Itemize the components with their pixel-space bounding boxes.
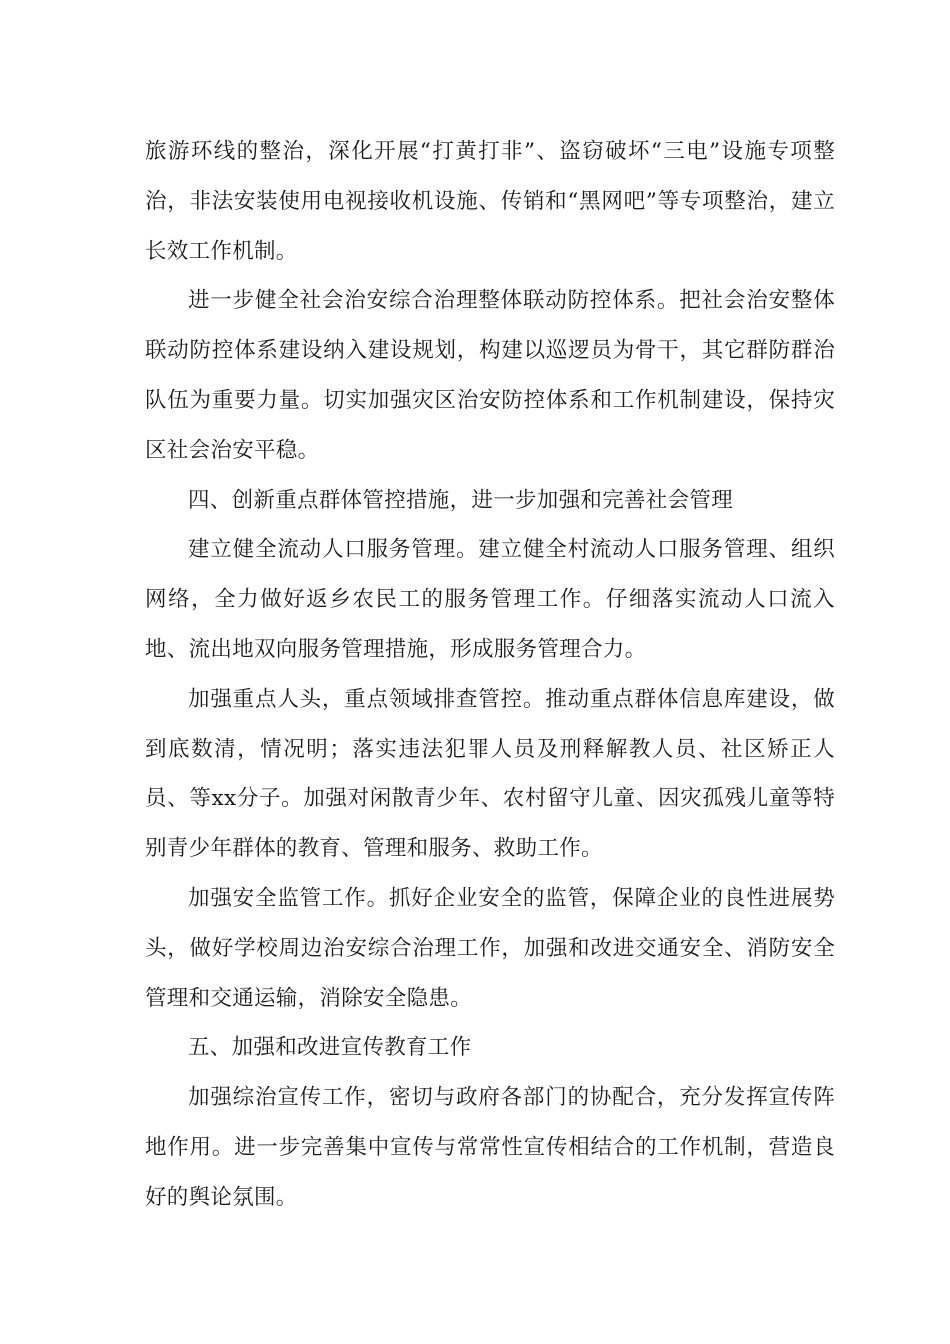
paragraph-2: 进一步健全社会治安综合治理整体联动防控体系。把社会治安整体联动防控体系建设纳入建设规划，构建以巡逻员为骨干，其它群防群治队伍为重要力量。切实加强灾区治安防控体系和工作机制建设，保持灾区社会治安平稳。 — [145, 288, 835, 463]
paragraph-6: 加强综治宣传工作，密切与政府各部门的协配合，充分发挥宣传阵地作用。进一步完善集中宣传与常常性宣传相结合的工作机制，营造良好的舆论氛围。 — [145, 1085, 835, 1210]
paragraph-1: 旅游环线的整治，深化开展“打黄打非”、盗窃破坏“三电”设施专项整治，非法安装使用电视接收机设施、传销和“黑网吧”等专项整治，建立长效工作机制。 — [145, 139, 835, 264]
paragraph-3: 建立健全流动人口服务管理。建立健全村流动人口服务管理、组织网络，全力做好返乡农民工的服务管理工作。仔细落实流动人口流入地、流出地双向服务管理措施，形成服务管理合力。 — [145, 537, 835, 662]
paragraph-5: 加强安全监管工作。抓好企业安全的监管，保障企业的良性进展势头，做好学校周边治安综合治理工作，加强和改进交通安全、消防安全管理和交通运输，消除安全隐患。 — [145, 885, 835, 1011]
section-heading-5: 五、加强和改进宣传教育工作 — [188, 1035, 472, 1061]
section-heading-4: 四、创新重点群体管控措施，进一步加强和完善社会管理 — [188, 487, 734, 513]
paragraph-4: 加强重点人头，重点领域排查管控。推动重点群体信息库建设，做到底数清，情况明；落实违法犯罪人员及刑释解教人员、社区矫正人员、等xx分子。加强对闲散青少年、农村留守儿童、因灾孤残儿童等特别青少年群体的教育、管理和服务、救助工作。 — [145, 686, 835, 862]
document-body — [145, 127, 835, 1223]
